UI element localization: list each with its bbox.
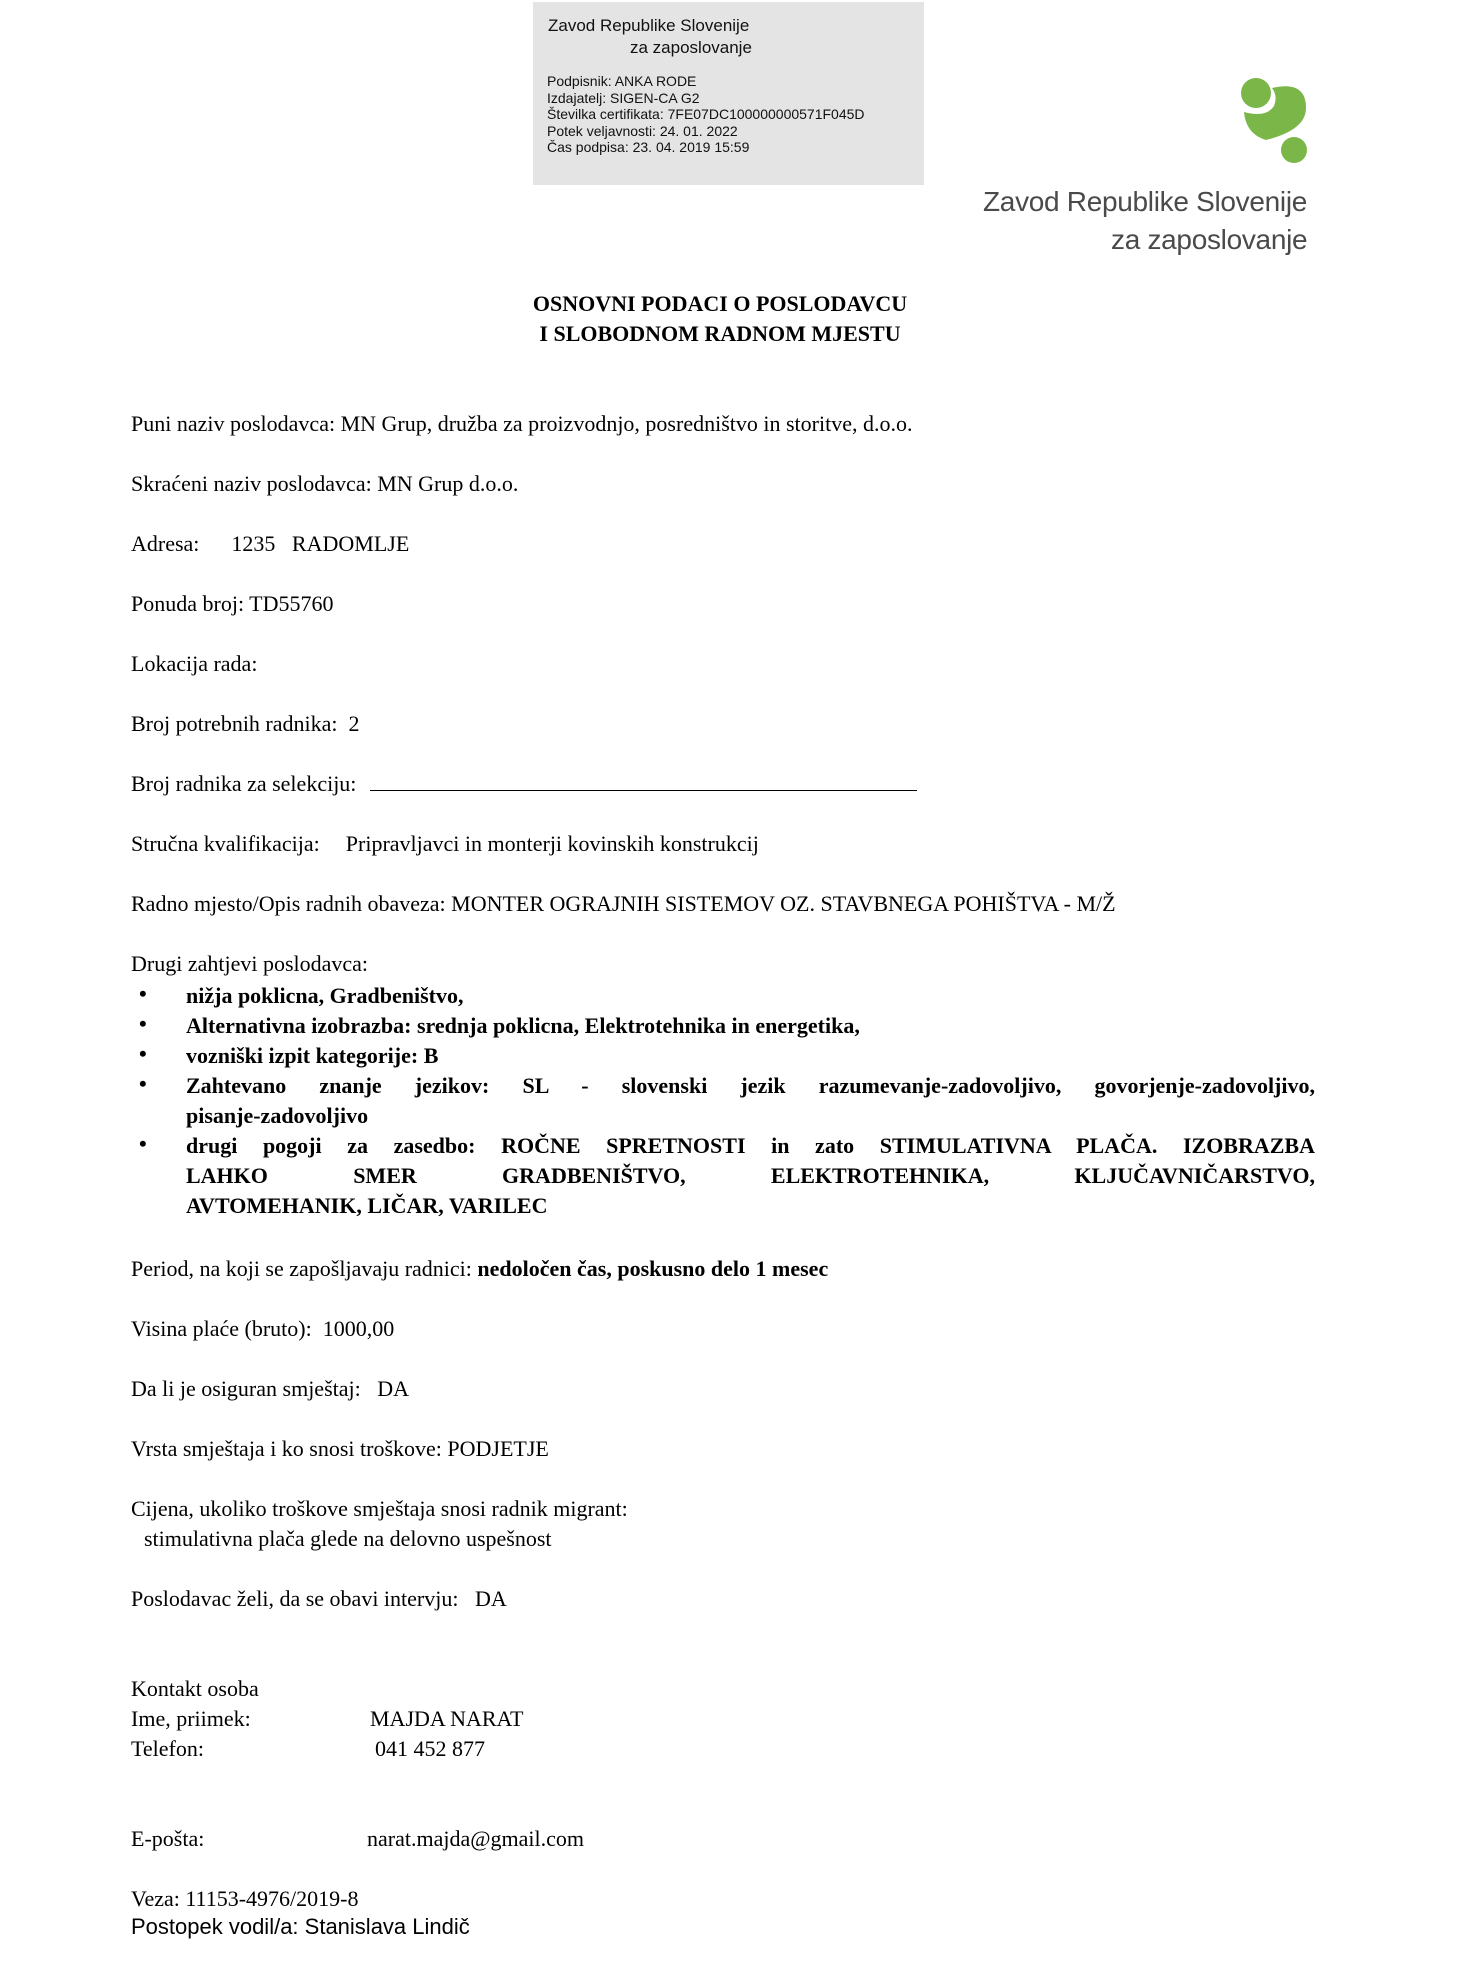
signature-validity: Potek veljavnosti: 24. 01. 2022 [547,122,738,139]
accommodation-type: Vrsta smještaja i ko snosi troškove: PODJETJE [131,1436,549,1461]
workers-needed: Broj potrebnih radnika: 2 [131,711,360,736]
bullet-icon: • [139,981,147,1006]
employer-address [131,531,409,557]
reference-number: Veza: 11153-4976/2019-8 [131,1886,359,1911]
job-position: Radno mjesto/Opis radnih obaveza: MONTER OGRAJNIH SISTEMOV OZ. STAVBNEGA POHIŠTVA - M/Ž [131,891,1116,916]
work-location: Lokacija rada: [131,651,258,676]
contact-phone-label: Telefon: [131,1736,204,1761]
bullet-icon: • [139,1041,147,1066]
contact-name-value: MAJDA NARAT [370,1706,524,1731]
signature-certificate: Številka certifikata: 7FE07DC100000000571F045D [547,106,865,122]
selection-blank-line [370,772,917,791]
contact-email-value: narat.majda@gmail.com [367,1826,584,1851]
other-requirements-heading: Drugi zahtjevi poslodavca: [131,951,369,976]
signature-time: Čas podpisa: 23. 04. 2019 15:59 [547,139,750,155]
zrss-logo-icon [1236,78,1314,164]
address-value: 1235 RADOMLJE [231,531,410,556]
period-value: nedoločen čas, poskusno delo 1 mesec [477,1256,829,1281]
offer-number: Ponuda broj: TD55760 [131,591,334,616]
bullet-icon: • [139,1071,147,1096]
bullet-icon: • [139,1011,147,1036]
requirement-item: • Zahtevano znanje jezikov: SL - slovenski jezik razumevanje-zadovoljivo, govorjenje-zadovoljivo, pisanje-zadovoljivo [139,1071,1315,1128]
contact-phone-value: 041 452 877 [375,1736,485,1761]
selection-label: Broj radnika za selekciju: [131,771,357,796]
accommodation-price-label: Cijena, ukoliko troškove smještaja snosi radnik migrant: [131,1496,628,1521]
brand-org-line1: Zavod Republike Slovenije [983,186,1308,217]
signature-org-line2: za zaposlovanje [630,38,752,57]
signature-org-line1: Zavod Republike Slovenije [548,16,750,35]
address-label: Adresa: [131,531,200,556]
digital-signature-box [533,2,924,185]
requirement-item: • nižja poklicna, Gradbeništvo, [139,981,464,1008]
requirement-item: • vozniški izpit kategorije: B [139,1041,439,1068]
accommodation-provided: Da li je osiguran smještaj: DA [131,1376,410,1401]
bullet-icon: • [139,1131,147,1156]
employment-period [131,1256,828,1282]
signature-issuer: Izdajatelj: SIGEN-CA G2 [547,89,700,106]
employer-full-name: Puni naziv poslodavca: MN Grup, družba za proizvodnjo, posredništvo in storitve, d.o.o. [131,411,913,436]
signature-details [547,73,865,156]
employer-short-name: Skraćeni naziv poslodavca: MN Grup d.o.o. [131,471,519,496]
handled-by: Postopek vodil/a: Stanislava Lindič [131,1914,470,1939]
contact-name-label: Ime, priimek: [131,1706,251,1731]
document-title-line1: OSNOVNI PODACI O POSLODAVCU [532,291,908,316]
document-title-line2: I SLOBODNOM RADNOM MJESTU [539,321,901,346]
accommodation-price-value: stimulativna plača glede na delovno uspešnost [144,1526,552,1551]
qualification [131,831,759,857]
requirement-item: • drugi pogoji za zasedbo: ROČNE SPRETNOSTI in zato STIMULATIVNA PLAČA. IZOBRAZBA LAHKO SMER GRADBENIŠTVO, ELEKTROTEHNIKA, KLJUČAVNIČARSTVO, AVTOMEHANIK, LIČAR, VARILEC [139,1131,1315,1218]
qualification-value: Pripravljavci in monterji kovinskih konstrukcij [345,831,759,856]
signature-signer: Podpisnik: ANKA RODE [547,73,697,89]
contact-heading: Kontakt osoba [131,1676,259,1701]
gross-salary: Visina plaće (bruto): 1000,00 [131,1316,395,1341]
workers-for-selection [131,771,917,797]
interview-required: Poslodavac želi, da se obavi intervju: DA [131,1586,507,1611]
contact-email-label: E-pošta: [131,1826,205,1851]
requirement-item: • Alternativna izobrazba: srednja poklicna, Elektrotehnika in energetika, [139,1011,860,1038]
qualification-label: Stručna kvalifikacija: [131,831,320,856]
period-label: Period, na koji se zapošljavaju radnici: [131,1256,478,1281]
brand-org-line2: za zaposlovanje [1111,224,1308,255]
